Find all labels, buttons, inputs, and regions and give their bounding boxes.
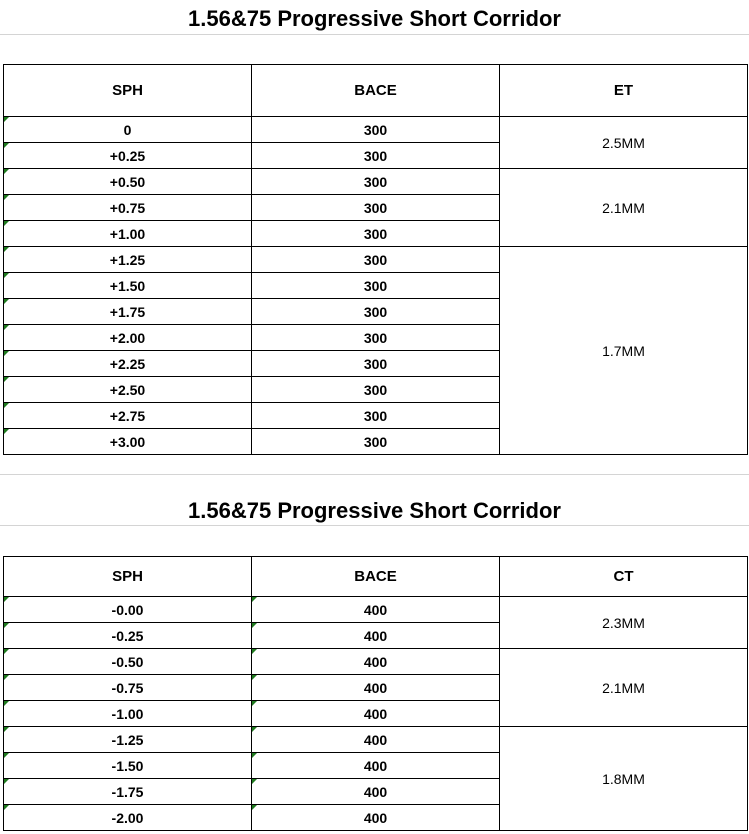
- section2-title: 1.56&75 Progressive Short Corridor: [188, 498, 561, 523]
- bace-cell[interactable]: 300: [252, 169, 500, 195]
- sph-cell[interactable]: -0.25: [4, 623, 252, 649]
- sph-cell[interactable]: +0.75: [4, 195, 252, 221]
- bace-cell[interactable]: 400: [252, 727, 500, 753]
- sph-cell[interactable]: -1.50: [4, 753, 252, 779]
- bace-cell[interactable]: 300: [252, 247, 500, 273]
- sph-cell[interactable]: +0.50: [4, 169, 252, 195]
- sph-cell[interactable]: -0.75: [4, 675, 252, 701]
- header-sph: SPH: [4, 65, 252, 117]
- grid-line: [0, 474, 749, 475]
- bace-cell[interactable]: 400: [252, 753, 500, 779]
- bace-cell[interactable]: 300: [252, 325, 500, 351]
- sph-cell[interactable]: -1.25: [4, 727, 252, 753]
- bace-cell[interactable]: 400: [252, 675, 500, 701]
- et-group-cell[interactable]: 2.5MM: [500, 117, 748, 169]
- sph-cell[interactable]: +1.25: [4, 247, 252, 273]
- sph-cell[interactable]: +3.00: [4, 429, 252, 455]
- bace-cell[interactable]: 300: [252, 143, 500, 169]
- bace-cell[interactable]: 300: [252, 403, 500, 429]
- sph-cell[interactable]: +1.00: [4, 221, 252, 247]
- sph-cell[interactable]: +1.75: [4, 299, 252, 325]
- header-sph: SPH: [4, 557, 252, 597]
- bace-cell[interactable]: 300: [252, 429, 500, 455]
- sph-cell[interactable]: -0.50: [4, 649, 252, 675]
- header-bace: BACE: [252, 557, 500, 597]
- header-ct: CT: [500, 557, 748, 597]
- sph-cell[interactable]: -1.75: [4, 779, 252, 805]
- sph-cell[interactable]: +2.50: [4, 377, 252, 403]
- bace-cell[interactable]: 300: [252, 221, 500, 247]
- et-group-cell[interactable]: 2.1MM: [500, 169, 748, 247]
- bace-cell[interactable]: 300: [252, 377, 500, 403]
- header-bace: BACE: [252, 65, 500, 117]
- bace-cell[interactable]: 400: [252, 805, 500, 831]
- ct-group-cell[interactable]: 2.3MM: [500, 597, 748, 649]
- sph-cell[interactable]: +2.00: [4, 325, 252, 351]
- sph-cell[interactable]: -1.00: [4, 701, 252, 727]
- bace-cell[interactable]: 400: [252, 649, 500, 675]
- bace-cell[interactable]: 300: [252, 299, 500, 325]
- bace-cell[interactable]: 300: [252, 195, 500, 221]
- et-group-cell[interactable]: 1.7MM: [500, 247, 748, 455]
- sph-cell[interactable]: -0.00: [4, 597, 252, 623]
- bace-cell[interactable]: 400: [252, 779, 500, 805]
- sph-cell[interactable]: -2.00: [4, 805, 252, 831]
- section2-table: [3, 556, 748, 831]
- bace-cell[interactable]: 400: [252, 597, 500, 623]
- bace-cell[interactable]: 300: [252, 117, 500, 143]
- section1-title: 1.56&75 Progressive Short Corridor: [188, 6, 561, 31]
- ct-group-cell[interactable]: 1.8MM: [500, 727, 748, 831]
- grid-line: [0, 34, 749, 35]
- sph-cell[interactable]: +2.75: [4, 403, 252, 429]
- bace-cell[interactable]: 300: [252, 273, 500, 299]
- ct-group-cell[interactable]: 2.1MM: [500, 649, 748, 727]
- section1-table: [3, 64, 748, 455]
- sph-cell[interactable]: +0.25: [4, 143, 252, 169]
- sph-cell[interactable]: +1.50: [4, 273, 252, 299]
- bace-cell[interactable]: 400: [252, 701, 500, 727]
- bace-cell[interactable]: 400: [252, 623, 500, 649]
- sph-cell[interactable]: +2.25: [4, 351, 252, 377]
- header-et: ET: [500, 65, 748, 117]
- bace-cell[interactable]: 300: [252, 351, 500, 377]
- sph-cell[interactable]: 0: [4, 117, 252, 143]
